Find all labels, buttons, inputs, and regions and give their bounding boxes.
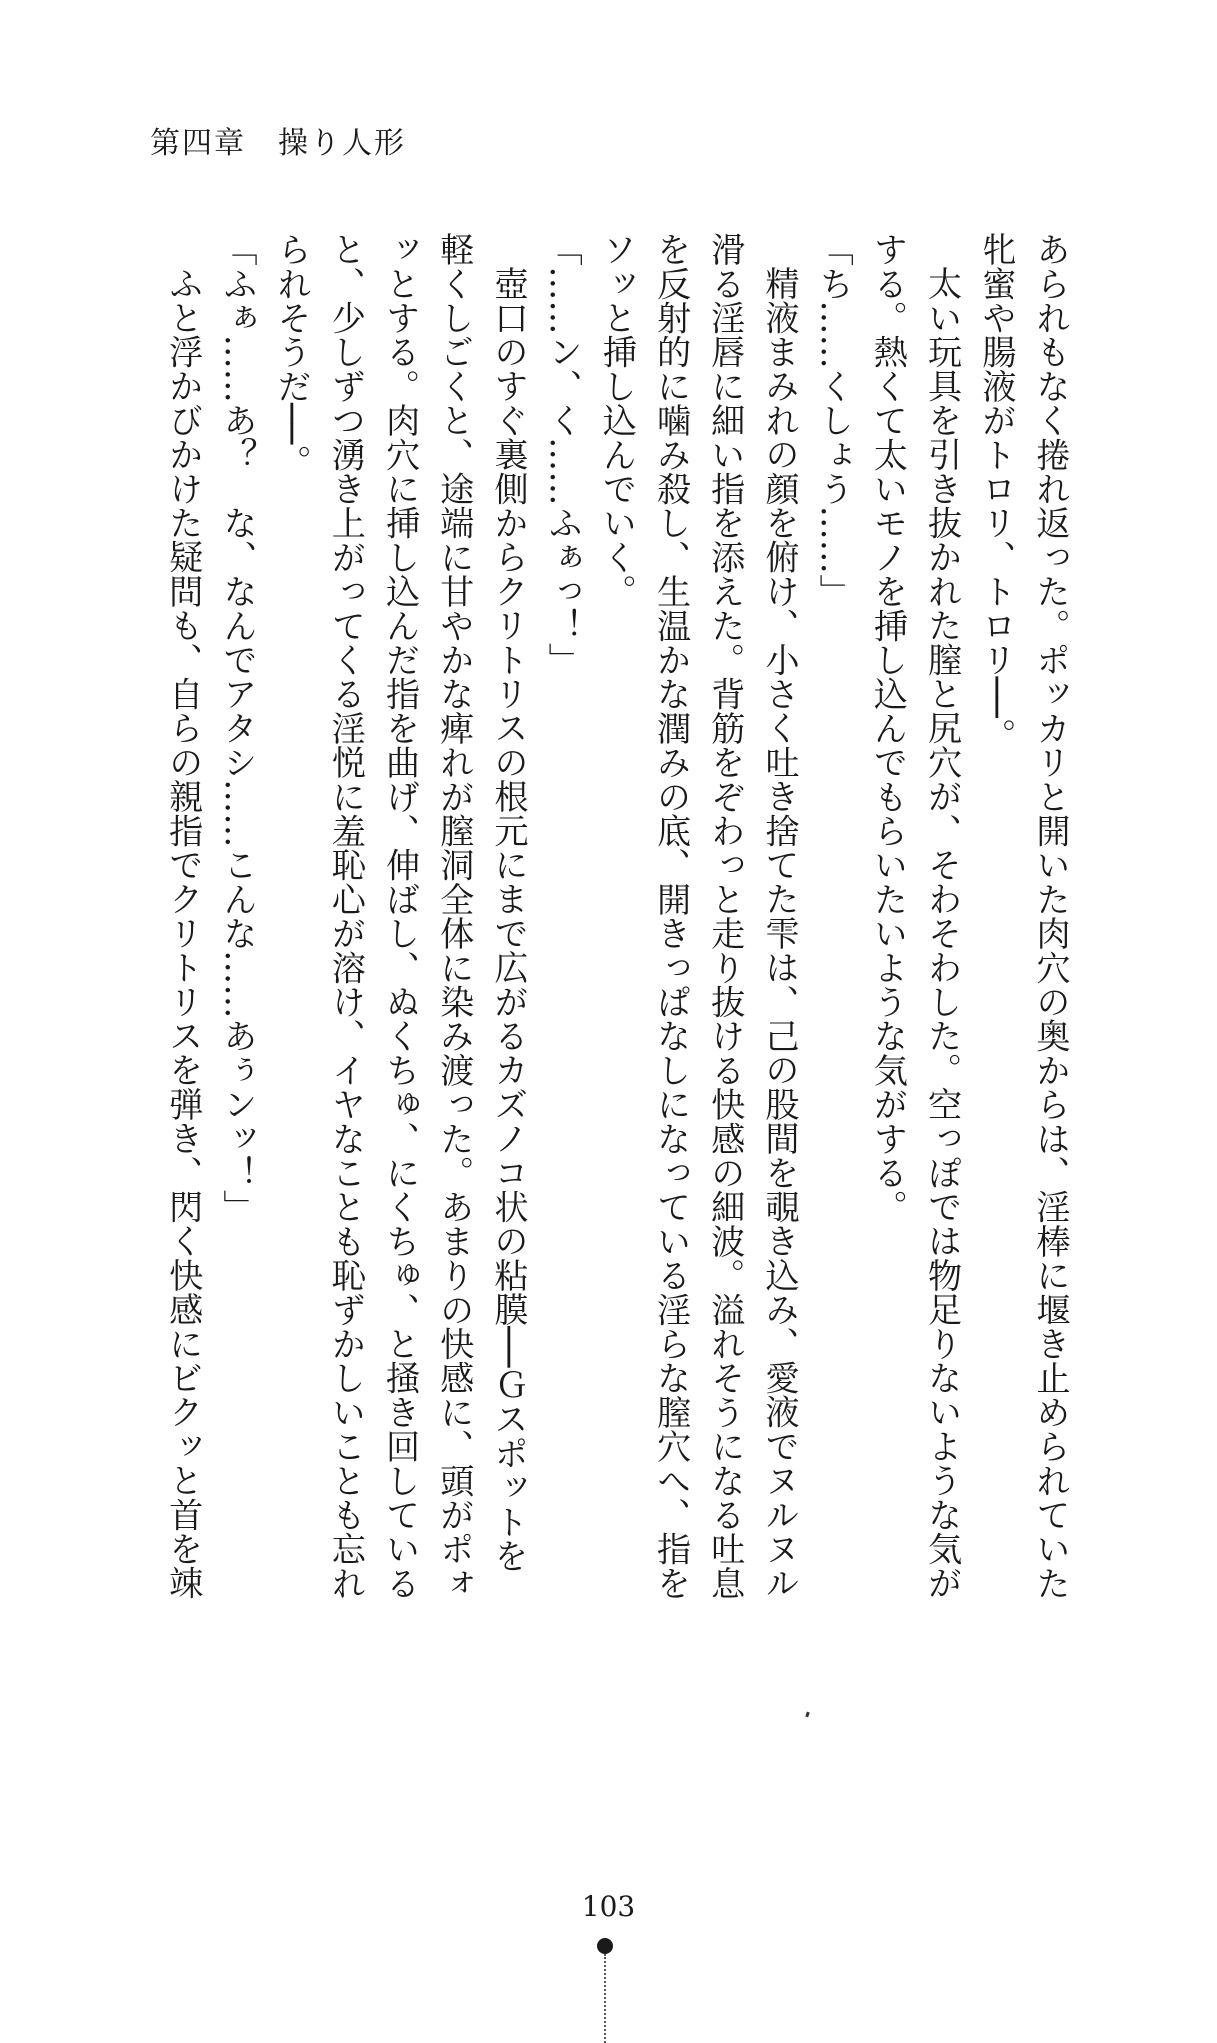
paragraph-line: と、少しずつ湧き上がってくる淫悦に羞恥心が溶け、イヤなことも恥ずかしいことも忘れ <box>325 232 366 1600</box>
folio-dot-ornament <box>597 1938 613 1954</box>
paragraph-line: を反射的に噛み殺し、生温かな潤みの底、開きっぱなしになっている淫らな膣穴へ、指を <box>650 232 691 1600</box>
paragraph-line: ソッと挿し込んでいく。 <box>596 232 637 609</box>
page-number: 103 <box>581 1890 636 1923</box>
paragraph-line: られそうだ──。 <box>271 232 312 479</box>
paragraph-line: ふと浮かびかけた疑問も、自らの親指でクリトリスを弾き、閃く快感にビクッと首を竦 <box>162 266 203 1600</box>
dialogue-line: 「ふぁ……あ？ な、なんでアタシ……こんな……あぅンッ！」 <box>216 232 257 1224</box>
paragraph-line: する。熱くて太いモノを挿し込んでもらいたいような気がする。 <box>867 232 908 1224</box>
paragraph-line: 太い玩具を引き抜かれた膣と尻穴が、そわそわした。空っぽでは物足りないような気が <box>921 266 962 1600</box>
paragraph-line: 軽くしごくと、途端に甘やかな痺れが膣洞全体に染み渡った。あまりの快感に、頭がポォ <box>433 232 474 1600</box>
body-text <box>156 232 1077 1682</box>
dialogue-line: 「……ン、く……ふぁっ！」 <box>542 232 583 677</box>
print-speck <box>805 1712 810 1718</box>
paragraph-line: あられもなく捲れ返った。ポッカリと開いた肉穴の奥からは、淫棒に堰き止められていた <box>1030 232 1070 1600</box>
paragraph-line: 滑る淫唇に細い指を添えた。背筋をぞわっと走り抜ける快感の細波。溢れそうになる吐息 <box>704 232 745 1600</box>
dialogue-line: 「ち……くしょう……」 <box>813 232 854 609</box>
running-head: 第四章 操り人形 <box>150 126 406 161</box>
folio-dotted-rule <box>604 1954 606 2043</box>
paragraph-line: 精液まみれの顔を俯け、小さく吐き捨てた雫は、己の股間を覗き込み、愛液でヌルヌル <box>758 266 799 1600</box>
paragraph-line: 壺口のすぐ裏側からクリトリスの根元にまで広がるカズノコ状の粘膜──Ｇスポットを <box>487 266 528 1573</box>
paragraph-line: ッとする。肉穴に挿し込んだ指を曲げ、伸ばし、ぬくちゅ、にくちゅ、と掻き回している <box>379 232 420 1600</box>
paragraph-line: 牝蜜や腸液がトロリ、トロリ──。 <box>975 232 1016 752</box>
